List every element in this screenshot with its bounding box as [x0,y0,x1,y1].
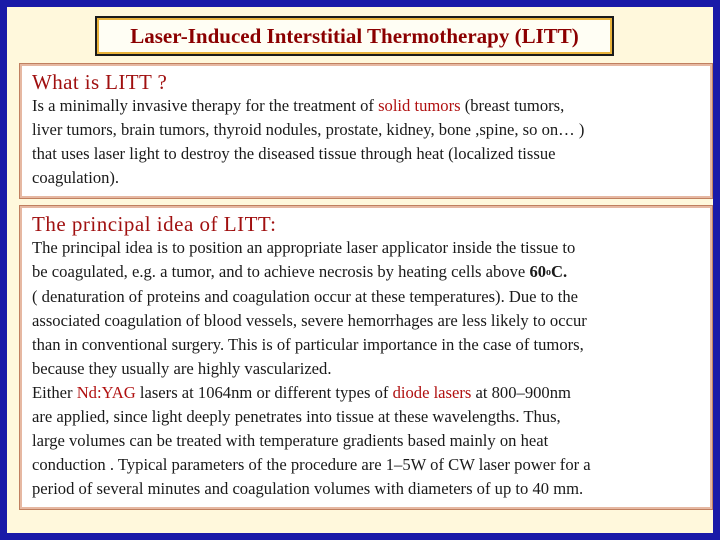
temp-unit: C. [551,262,568,281]
paragraph-line: ( denaturation of proteins and coagulation occur at these temperatures). Due to the [32,287,579,306]
paragraph-line: large volumes can be treated with temperature gradients based mainly on heat [32,431,549,450]
temp-number: 60 [529,262,547,281]
paragraph-line: are applied, since light deeply penetrates into tissue at these wavelengths. Thus, [32,407,561,426]
text-span: (breast tumors, [460,96,565,115]
paragraph-line: than in conventional surgery. This is of particular importance in the case of tumors, [32,335,584,354]
paragraph-line: period of several minutes and coagulation volumes with diameters of up to 40 mm. [32,479,584,498]
section-heading: What is LITT ? [32,70,168,94]
paragraph-line [32,381,710,405]
text-span: Either [32,383,77,402]
paragraph-line: coagulation). [32,168,120,187]
paragraph-line: conduction . Typical parameters of the procedure are 1–5W of CW laser power for a [32,455,591,474]
principal-idea-panel [20,206,712,509]
slide-title: Laser-Induced Interstitial Thermotherapy (LITT) [130,23,579,48]
text-span: lasers at 1064nm or different types of [135,383,393,402]
title-box [95,16,614,56]
text-span: Is a minimally invasive therapy for the treatment of [32,96,379,115]
text-span: at 800–900nm [471,383,571,402]
highlight-diode-lasers: diode lasers [392,383,472,402]
degree-mark: o [546,267,552,278]
paragraph-line [32,94,710,118]
temperature-value [529,262,567,281]
highlight-ndyag: Nd:YAG [76,383,136,402]
section-heading: The principal idea of LITT: [32,212,277,236]
paragraph-line: associated coagulation of blood vessels, severe hemorrhages are less likely to occur [32,311,587,330]
highlight-solid-tumors: solid tumors [378,96,461,115]
paragraph-line [32,260,710,285]
text-span: be coagulated, e.g. a tumor, and to achieve necrosis by heating cells above [32,262,530,281]
paragraph-line: The principal idea is to position an appropriate laser applicator inside the tissue to [32,238,576,257]
slide [7,7,713,533]
paragraph-line: that uses laser light to destroy the diseased tissue through heat (localized tissue [32,144,556,163]
paragraph-line: liver tumors, brain tumors, thyroid nodules, prostate, kidney, bone ,spine, so on… ) [32,120,585,139]
what-is-litt-panel [20,64,712,198]
paragraph-line: because they usually are highly vascularized. [32,359,332,378]
